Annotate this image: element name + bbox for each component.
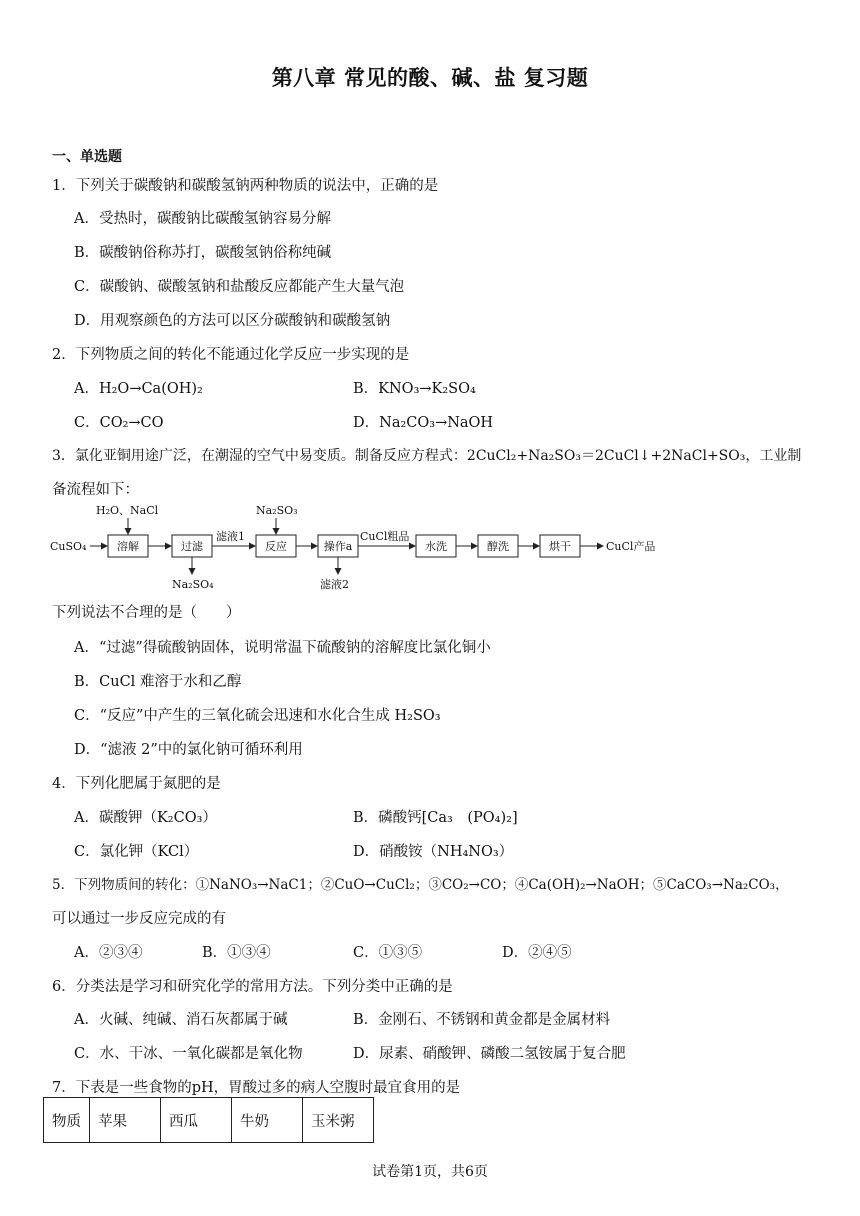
q6-option-d: D．尿素、硝酸钾、磷酸二氢铵属于复合肥 <box>353 1046 626 1062</box>
flow-add1-label: H₂O、NaCl <box>96 504 159 517</box>
question-7-stem: 7．下表是一些食物的pH，胃酸过多的病人空腹时最宜食用的是 <box>52 1080 461 1096</box>
flow-arrow4-label: CuCl粗品 <box>360 530 410 543</box>
q5-option-c: C．①③⑤ <box>353 945 423 961</box>
question-4-stem: 4．下列化肥属于氮肥的是 <box>52 776 221 792</box>
q2-option-d: D．Na₂CO₃→NaOH <box>353 415 494 431</box>
table-cell: 西瓜 <box>161 1098 232 1143</box>
q4-option-d: D．硝酸铵（NH₄NO₃） <box>353 844 514 860</box>
flow-step4-label: 操作a <box>323 540 353 553</box>
table-cell: 物质 <box>44 1098 90 1143</box>
question-3-stem-line2: 备流程如下： <box>52 482 139 498</box>
table-row <box>44 1098 374 1143</box>
q4-option-c: C．氯化钾（KCl） <box>74 844 199 860</box>
flow-output-label: CuCl产品 <box>606 540 656 553</box>
page-footer: 试卷第1页，共6页 <box>372 1164 488 1180</box>
q6-option-b: B．金刚石、不锈钢和黄金都是金属材料 <box>353 1012 611 1028</box>
food-ph-table <box>43 1097 374 1143</box>
q1-option-d: D．用观察颜色的方法可以区分碳酸钠和碳酸氢钠 <box>74 313 391 329</box>
q4-option-b: B．磷酸钙[Ca₃ (PO₄)₂] <box>353 810 518 826</box>
q2-option-b: B．KNO₃→K₂SO₄ <box>353 381 476 397</box>
q1-option-c: C．碳酸钠、碳酸氢钠和盐酸反应都能产生大量气泡 <box>74 279 405 295</box>
flow-input-label: CuSO₄ <box>50 540 87 553</box>
flow-arrow2-label: 滤液1 <box>216 530 245 543</box>
question-3-stem-line1: 3．氯化亚铜用途广泛，在潮湿的空气中易变质。制备反应方程式：2CuCl₂+Na₂SO₃＝2CuCl↓+2NaCl+SO₃，工业制 <box>52 448 802 464</box>
flow-add3-label: Na₂SO₃ <box>256 504 298 517</box>
flow-out2-label: Na₂SO₄ <box>172 578 214 591</box>
question-6-stem: 6．分类法是学习和研究化学的常用方法。下列分类中正确的是 <box>52 979 453 995</box>
q3-option-c: C．“反应”中产生的三氧化硫会迅速和水化合生成 H₂SO₃ <box>74 708 441 724</box>
flow-out4-label: 滤液2 <box>320 578 349 591</box>
flow-step2-label: 过滤 <box>181 540 203 553</box>
flow-step6-label: 醇洗 <box>487 540 509 553</box>
flow-step7-label: 烘干 <box>549 540 571 553</box>
q3-option-d: D．“滤液 2”中的氯化钠可循环利用 <box>74 742 303 758</box>
section-heading: 一、单选题 <box>52 149 122 165</box>
flow-step5-label: 水洗 <box>425 540 447 553</box>
q5-option-b: B．①③④ <box>202 945 271 961</box>
q5-option-d: D．②④⑤ <box>502 945 572 961</box>
q6-option-c: C．水、干冰、一氧化碳都是氧化物 <box>74 1046 303 1062</box>
q2-option-a: A．H₂O→Ca(OH)₂ <box>74 381 203 397</box>
q6-option-a: A．火碱、纯碱、消石灰都属于碱 <box>74 1012 288 1028</box>
q1-option-b: B．碳酸钠俗称苏打，碳酸氢钠俗称纯碱 <box>74 245 332 261</box>
flow-step1-label: 溶解 <box>117 540 139 553</box>
q1-option-a: A．受热时，碳酸钠比碳酸氢钠容易分解 <box>74 211 331 227</box>
process-flow-diagram <box>48 498 688 594</box>
q5-option-a: A．②③④ <box>74 945 143 961</box>
question-1-stem: 1．下列关于碳酸钠和碳酸氢钠两种物质的说法中，正确的是 <box>52 178 439 194</box>
table-cell: 玉米粥 <box>303 1098 374 1143</box>
q2-option-c: C．CO₂→CO <box>74 415 164 431</box>
q3-option-a: A．“过滤”得硫酸钠固体，说明常温下硫酸钠的溶解度比氯化铜小 <box>74 640 491 656</box>
q4-option-a: A．碳酸钾（K₂CO₃） <box>74 810 217 826</box>
question-3-prompt: 下列说法不合理的是（ ） <box>52 605 241 621</box>
question-5-stem-line2: 可以通过一步反应完成的有 <box>52 911 226 927</box>
table-cell: 牛奶 <box>232 1098 303 1143</box>
question-5-stem-line1: 5．下列物质间的转化：①NaNO₃→NaC1；②CuO→CuCl₂；③CO₂→CO；④Ca(OH)₂→NaOH；⑤CaCO₃→Na₂CO₃， <box>52 877 789 893</box>
flow-step3-label: 反应 <box>265 540 287 553</box>
question-2-stem: 2．下列物质之间的转化不能通过化学反应一步实现的是 <box>52 347 410 363</box>
q3-option-b: B．CuCl 难溶于水和乙醇 <box>74 674 242 690</box>
table-cell: 苹果 <box>90 1098 161 1143</box>
page-title: 第八章 常见的酸、碱、盐 复习题 <box>271 66 589 90</box>
